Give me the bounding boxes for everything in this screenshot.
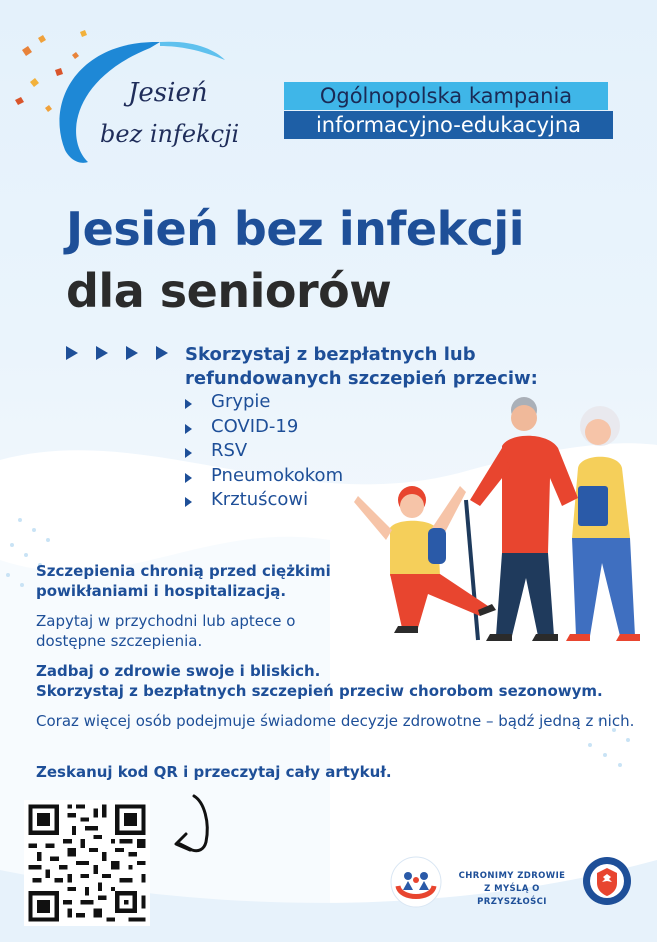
logo-title: Jesień [128,78,208,108]
campaign-banner-line2: informacyjno-edukacyjna [284,111,613,139]
care-line1: Zadbaj o zdrowie swoje i bliskich. [36,662,321,680]
protect-text: Szczepienia chronią przed ciężkimi powikłaniami i hospitalizacją. [36,562,331,600]
decisions-text: Coraz więcej osób podejmuje świadome decyzje zdrowotne – bądź jedną z nich. [36,712,635,730]
triangle-bullet-icon [185,497,192,507]
vaccination-lead: Skorzystaj z bezpłatnych lub refundowanych szczepień przeciw: [185,344,538,389]
vaccine-label: RSV [211,440,248,461]
triangle-bullet-icon [185,473,192,483]
partner-slogan-line1: CHRONIMY ZDROWIE [458,871,566,881]
vaccine-label: Krztuścowi [211,489,309,510]
page-title: Jesień bez infekcji [66,202,524,256]
grandmother-figure [566,406,640,641]
hand-drawn-arrow-icon [170,792,222,858]
page-subtitle: dla seniorów [66,264,392,318]
sanitary-inspection-emblem-icon [582,856,632,906]
triangle-bullet-icon [185,424,192,434]
care-text [36,661,646,701]
list-item [185,488,343,513]
list-item [185,439,343,464]
family-illustration [340,388,657,663]
scan-text: Zeskanuj kod QR i przeczytaj cały artykuł. [36,763,392,781]
ask-text: Zapytaj w przychodni lub aptece o dostępne szczepienia. [36,612,296,650]
child-figure [354,486,496,633]
partner-slogan-line2: Z MYŚLĄ O PRZYSZŁOŚCI [477,884,547,907]
logo-subtitle: bez infekcji [100,120,240,148]
arrow-bullets-icon [66,345,176,361]
vaccine-label: Grypie [211,391,271,412]
vaccine-label: Pneumokokom [211,464,344,486]
partner-logo-icon [390,856,442,908]
qr-code[interactable] [24,800,150,926]
triangle-bullet-icon [185,399,192,409]
list-item [185,415,343,440]
list-item [185,464,343,489]
vaccine-label: COVID-19 [211,415,299,437]
triangle-bullet-icon [185,448,192,458]
care-line2: Skorzystaj z bezpłatnych szczepień przeciw chorobom sezonowym. [36,682,603,700]
partner-slogan [452,870,572,909]
campaign-banner-line1: Ogólnopolska kampania [284,82,608,110]
vaccine-list [185,390,343,513]
list-item [185,390,343,415]
